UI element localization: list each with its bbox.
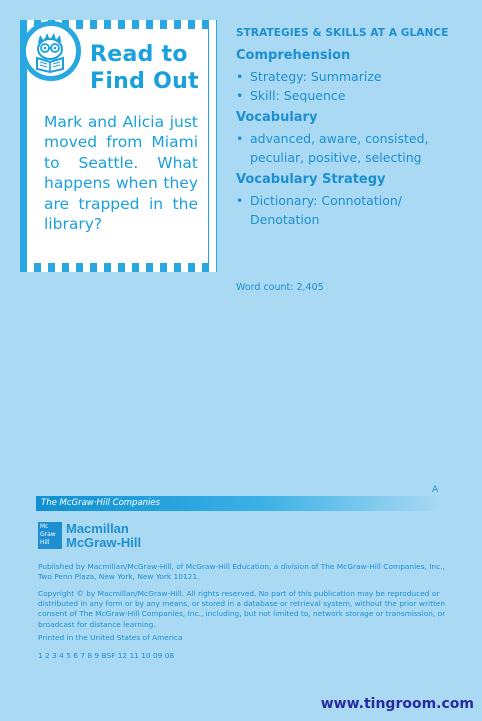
watermark: www.tingroom.com bbox=[320, 696, 474, 712]
logo-box-line: Mc bbox=[40, 523, 49, 530]
list-item bbox=[236, 129, 471, 167]
strategies-skills-panel bbox=[236, 27, 471, 233]
logo-line-2: McGraw-Hill bbox=[66, 535, 142, 550]
read-to-find-out-box bbox=[20, 20, 217, 272]
read-to-find-out-question: Mark and Alicia just moved from Miami to Seattle. What happens when they are trapped in the library? bbox=[44, 113, 198, 234]
vocabulary-words: advanced, aware, consisted, peculiar, positive, selecting bbox=[250, 131, 429, 165]
bullet-icon: • bbox=[236, 88, 244, 103]
logo-box-line: Hill bbox=[40, 539, 50, 546]
list-item bbox=[236, 86, 471, 105]
read-to-find-out-title bbox=[90, 41, 202, 95]
vocabulary-strategy-title: Vocabulary Strategy bbox=[236, 172, 386, 187]
published-by-text: Published by Macmillan/McGraw-Hill, of McGraw-Hill Education, a division of The McGraw-Hill Companies, Inc., Two Penn Plaza, New York, New York 10121. bbox=[38, 562, 445, 582]
publisher-band bbox=[36, 496, 441, 511]
glance-header: STRATEGIES & SKILLS AT A GLANCE bbox=[236, 27, 449, 39]
comprehension-skill: Skill: Sequence bbox=[250, 88, 346, 103]
print-codes: 1 2 3 4 5 6 7 8 9 BSF 12 11 10 09 08 bbox=[38, 651, 175, 660]
comprehension-title: Comprehension bbox=[236, 48, 351, 63]
title-line-2: Find Out bbox=[90, 69, 199, 94]
mcgraw-hill-logo-icon bbox=[38, 522, 62, 549]
vocabulary-section bbox=[236, 109, 471, 167]
bullet-icon: • bbox=[236, 193, 244, 208]
read-to-find-out-panel bbox=[29, 29, 208, 263]
list-item bbox=[236, 191, 471, 229]
bullet-icon: • bbox=[236, 131, 244, 146]
publisher-logo-text bbox=[66, 522, 141, 550]
publisher-band-text: The McGraw·Hill Companies bbox=[41, 498, 161, 508]
bullet-icon: • bbox=[236, 69, 244, 84]
list-item bbox=[236, 67, 471, 86]
copyright-text: Copyright © by Macmillan/McGraw-Hill. All rights reserved. No part of this publication may be reproduced or distributed in any form or by any means, or stored in a database or retrieval system, without the prior written consent of The McGraw-Hill Companies, Inc., including, but not limited to, network storage or transmission, or broadcast for distance learning. bbox=[38, 589, 446, 629]
comprehension-section bbox=[236, 47, 471, 105]
comprehension-strategy: Strategy: Summarize bbox=[250, 69, 382, 84]
vocabulary-title: Vocabulary bbox=[236, 110, 318, 125]
printed-in-text: Printed in the United States of America bbox=[38, 633, 183, 642]
logo-box-line: Graw bbox=[40, 531, 56, 538]
word-count: Word count: 2,405 bbox=[236, 282, 324, 293]
edition-letter: A bbox=[432, 485, 439, 495]
logo-line-1: Macmillan bbox=[66, 521, 129, 536]
vocabulary-strategy-section bbox=[236, 171, 471, 229]
vocabulary-strategy-item: Dictionary: Connotation/ Denotation bbox=[250, 193, 402, 227]
title-line-1: Read to bbox=[90, 42, 188, 67]
reading-character-icon bbox=[21, 21, 81, 81]
